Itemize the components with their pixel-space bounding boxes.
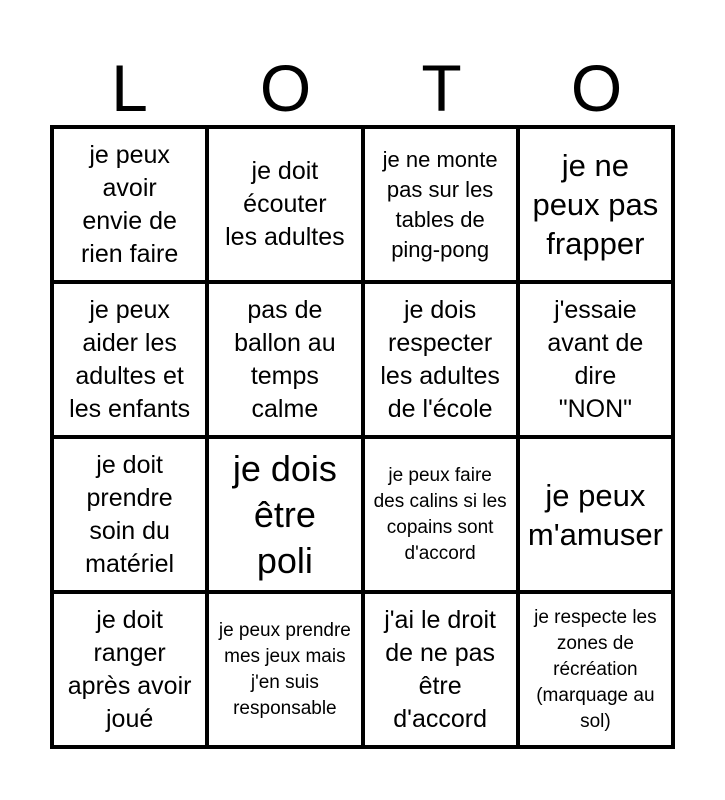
- cell-text: je doit ranger après avoir joué: [67, 605, 192, 733]
- bingo-cell[interactable]: [54, 439, 205, 590]
- bingo-cell[interactable]: [54, 129, 205, 280]
- cell-text: j'ai le droit de ne pas être d'accord: [384, 605, 497, 733]
- title-letter-o-2: O: [570, 51, 623, 125]
- bingo-grid: [50, 125, 675, 749]
- bingo-cell[interactable]: [209, 129, 360, 280]
- cell-text: je ne peux pas frapper: [532, 148, 659, 261]
- cell-text: je dois être poli: [232, 447, 337, 581]
- bingo-cell[interactable]: [365, 129, 516, 280]
- bingo-cell[interactable]: [209, 594, 360, 745]
- bingo-cell[interactable]: [520, 594, 671, 745]
- cell-text: je peux aider les adultes et les enfants: [69, 295, 191, 423]
- cell-text: je peux prendre mes jeux mais j'en suis responsable: [218, 619, 351, 719]
- bingo-cell[interactable]: [520, 284, 671, 435]
- bingo-cell[interactable]: [365, 439, 516, 590]
- cell-text: je peux m'amuser: [527, 477, 663, 552]
- bingo-cell[interactable]: [365, 594, 516, 745]
- bingo-title: [52, 50, 674, 126]
- title-letter-o: O: [259, 51, 312, 125]
- bingo-cell[interactable]: [209, 284, 360, 435]
- cell-text: je doit prendre soin du matériel: [85, 450, 175, 578]
- bingo-cell[interactable]: [365, 284, 516, 435]
- cell-text: je ne monte pas sur les tables de ping-pong: [382, 146, 498, 262]
- cell-text: je peux avoir envie de rien faire: [80, 140, 179, 268]
- cell-text: je doit écouter les adultes: [225, 157, 345, 251]
- bingo-cell[interactable]: [520, 129, 671, 280]
- bingo-cell[interactable]: [520, 439, 671, 590]
- cell-text: je peux faire des calins si les copains sont d'accord: [373, 464, 507, 564]
- cell-text: je dois respecter les adultes de l'école: [380, 295, 500, 423]
- title-letter-t: T: [421, 51, 462, 125]
- cell-text: j'essaie avant de dire "NON": [547, 295, 644, 423]
- title-letter-l: L: [111, 51, 148, 125]
- bingo-cell[interactable]: [54, 284, 205, 435]
- bingo-cell[interactable]: [54, 594, 205, 745]
- cell-text: je respecte les zones de récréation (marquage au sol): [534, 606, 657, 732]
- bingo-cell[interactable]: [209, 439, 360, 590]
- cell-text: pas de ballon au temps calme: [234, 295, 336, 423]
